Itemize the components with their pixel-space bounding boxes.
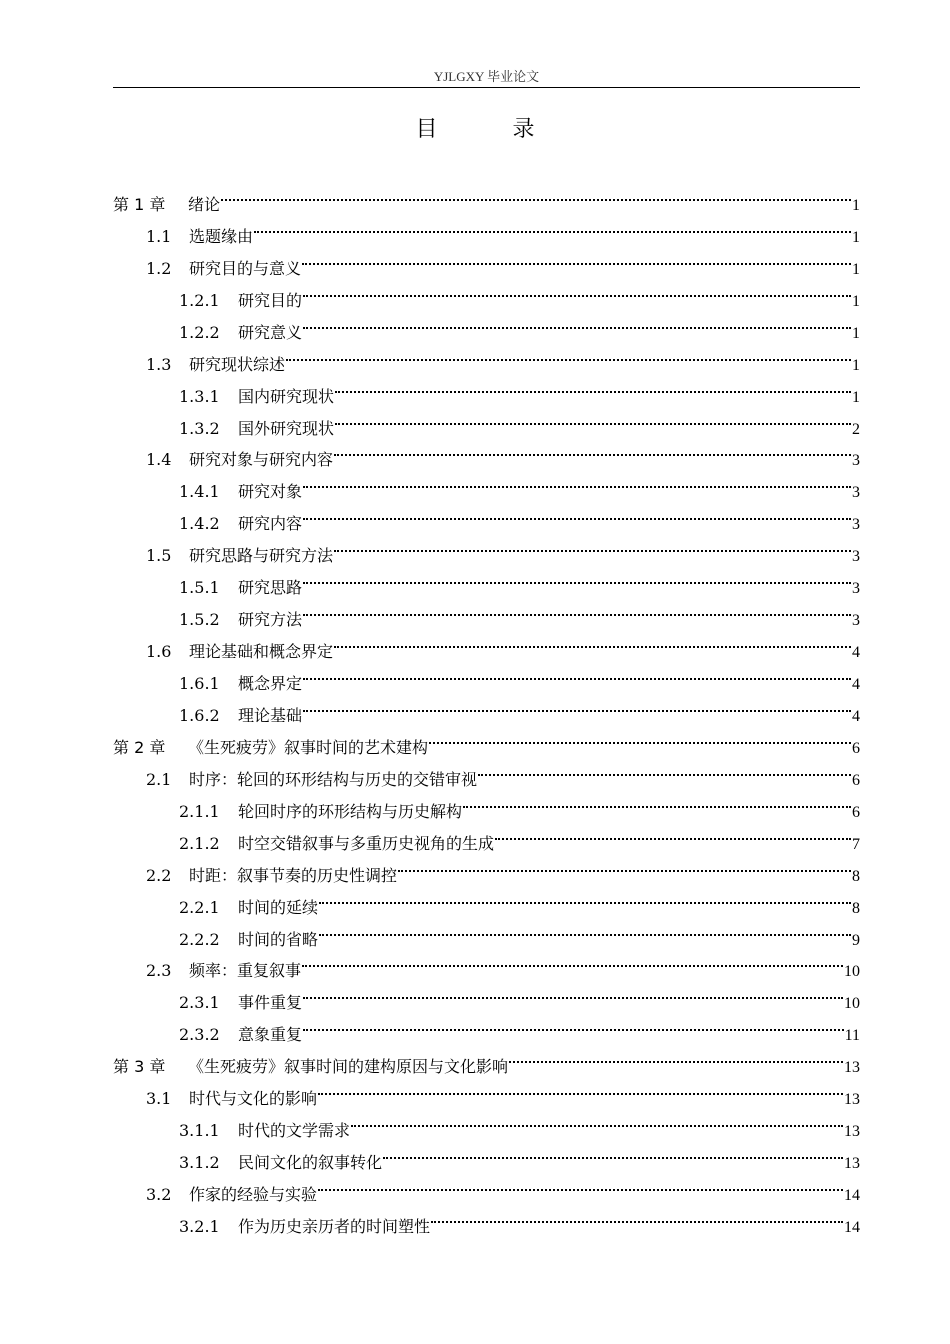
toc-leader-dots bbox=[509, 1040, 843, 1072]
table-of-contents bbox=[113, 178, 860, 1236]
toc-leader-dots bbox=[303, 689, 851, 721]
toc-leader-dots bbox=[303, 593, 851, 625]
toc-entry-title: 《生死疲劳》叙事时间的艺术建构 bbox=[188, 737, 429, 757]
toc-entry-page: 4 bbox=[852, 707, 860, 725]
toc-leader-dots bbox=[303, 976, 843, 1008]
toc-entry-title: 时空交错叙事与多重历史视角的生成 bbox=[238, 833, 495, 853]
toc-leader-dots bbox=[335, 370, 851, 402]
toc-entry-page: 1 bbox=[852, 388, 860, 406]
toc-leader-dots bbox=[495, 817, 851, 849]
toc-entry-page: 1 bbox=[852, 260, 860, 278]
toc-entry-title: 研究内容 bbox=[238, 514, 303, 534]
toc-entry-number: 2.2.1 bbox=[179, 897, 220, 917]
toc-entry[interactable] bbox=[113, 210, 860, 246]
toc-entry-number: 3.1 bbox=[146, 1089, 172, 1109]
toc-entry-number: 1.5.2 bbox=[179, 610, 220, 630]
toc-entry-number: 2.3.2 bbox=[179, 1025, 220, 1045]
toc-leader-dots bbox=[254, 210, 851, 242]
toc-entry-title: 事件重复 bbox=[238, 993, 303, 1013]
toc-entry-number: 1.4.1 bbox=[179, 482, 220, 502]
toc-entry-page: 10 bbox=[844, 995, 860, 1013]
toc-leader-dots bbox=[334, 529, 851, 561]
toc-entry-number: 1.4.2 bbox=[179, 514, 220, 534]
toc-entry-page: 4 bbox=[852, 676, 860, 693]
toc-entry-title: 时代与文化的影响 bbox=[189, 1089, 318, 1109]
toc-entry-number: 1.6.1 bbox=[179, 674, 220, 693]
toc-entry-title: 轮回时序的环形结构与历史解构 bbox=[238, 801, 463, 821]
toc-entry-title: 理论基础 bbox=[238, 705, 303, 725]
toc-leader-dots bbox=[286, 338, 851, 370]
toc-entry-number: 2.3.1 bbox=[179, 993, 220, 1013]
toc-leader-dots bbox=[351, 1104, 843, 1136]
toc-entry-number: 第 3 章 bbox=[113, 1057, 166, 1077]
toc-entry-title: 研究思路与研究方法 bbox=[189, 546, 334, 566]
toc-entry-number: 1.2 bbox=[146, 258, 172, 278]
toc-entry-title: 研究思路 bbox=[238, 578, 303, 598]
toc-leader-dots bbox=[303, 657, 851, 689]
toc-leader-dots bbox=[303, 1008, 844, 1040]
toc-entry-title: 时间的省略 bbox=[238, 929, 319, 949]
toc-entry-page: 13 bbox=[844, 1059, 860, 1077]
toc-entry-title: 频率：重复叙事 bbox=[189, 961, 302, 981]
toc-leader-dots bbox=[302, 242, 851, 274]
toc-entry-number: 1.5 bbox=[146, 546, 172, 566]
toc-leader-dots bbox=[319, 913, 851, 945]
toc-entry-number: 3.2 bbox=[146, 1185, 172, 1204]
toc-leader-dots bbox=[334, 625, 851, 657]
toc-entry-page: 6 bbox=[852, 803, 860, 821]
toc-entry-title: 时距：叙事节奏的历史性调控 bbox=[189, 865, 398, 885]
toc-entry-number: 1.4 bbox=[146, 450, 172, 470]
toc-leader-dots bbox=[303, 465, 851, 497]
toc-entry-title: 理论基础和概念界定 bbox=[189, 642, 334, 662]
toc-entry-number: 1.3.2 bbox=[179, 418, 220, 438]
toc-entry-page: 1 bbox=[852, 196, 860, 214]
toc-entry-title: 民间文化的叙事转化 bbox=[238, 1153, 383, 1173]
toc-entry-title: 作为历史亲历者的时间塑性 bbox=[238, 1216, 431, 1236]
toc-entry-number: 2.1.1 bbox=[179, 801, 220, 821]
toc-entry-number: 1.6 bbox=[146, 642, 172, 662]
toc-entry-title: 研究目的 bbox=[238, 290, 303, 310]
toc-leader-dots bbox=[478, 753, 851, 785]
toc-entry-number: 3.2.1 bbox=[179, 1216, 220, 1236]
toc-entry-page: 6 bbox=[852, 771, 860, 789]
toc-entry-title: 国外研究现状 bbox=[238, 418, 335, 438]
toc-leader-dots bbox=[319, 881, 851, 913]
toc-entry-number: 1.6.2 bbox=[179, 705, 220, 725]
toc-entry-number: 2.1 bbox=[146, 769, 172, 789]
toc-entry-title: 《生死疲劳》叙事时间的建构原因与文化影响 bbox=[188, 1057, 509, 1077]
toc-entry-page: 13 bbox=[844, 1123, 860, 1141]
toc-leader-dots bbox=[303, 306, 851, 338]
toc-entry-page: 14 bbox=[844, 1187, 860, 1204]
toc-entry-number: 1.2.2 bbox=[179, 322, 220, 342]
toc-entry-page: 3 bbox=[852, 580, 860, 598]
toc-entry-page: 11 bbox=[844, 1027, 860, 1045]
toc-leader-dots bbox=[335, 402, 851, 434]
toc-entry-page: 3 bbox=[852, 516, 860, 534]
page-header: YJLGXY 毕业论文 bbox=[113, 67, 860, 88]
toc-entry-number: 2.2.2 bbox=[179, 929, 220, 949]
toc-leader-dots bbox=[431, 1200, 843, 1232]
toc-entry-title: 时代的文学需求 bbox=[238, 1121, 351, 1141]
toc-leader-dots bbox=[318, 1168, 843, 1200]
toc-entry-page: 8 bbox=[852, 867, 860, 885]
toc-entry-page: 3 bbox=[852, 612, 860, 630]
toc-entry-number: 1.2.1 bbox=[179, 290, 220, 310]
toc-entry-page: 10 bbox=[844, 963, 860, 981]
toc-entry-number: 2.3 bbox=[146, 961, 172, 981]
toc-entry-page: 13 bbox=[844, 1155, 860, 1173]
toc-leader-dots bbox=[318, 1072, 843, 1104]
toc-leader-dots bbox=[302, 945, 843, 977]
toc-entry-title: 研究对象 bbox=[238, 482, 303, 502]
toc-entry-number: 第 1 章 bbox=[113, 194, 166, 214]
toc-entry-page: 9 bbox=[852, 931, 860, 949]
toc-leader-dots bbox=[221, 178, 851, 210]
toc-entry-title: 选题缘由 bbox=[189, 226, 254, 246]
toc-leader-dots bbox=[383, 1136, 843, 1168]
toc-entry-page: 4 bbox=[852, 644, 860, 662]
toc-entry-page: 2 bbox=[852, 420, 860, 438]
toc-entry-title: 时间的延续 bbox=[238, 897, 319, 917]
toc-entry-number: 3.1.2 bbox=[179, 1153, 220, 1173]
toc-entry-title: 研究现状综述 bbox=[189, 354, 286, 374]
toc-leader-dots bbox=[303, 561, 851, 593]
toc-entry-number: 1.1 bbox=[146, 226, 172, 246]
toc-leader-dots bbox=[429, 721, 851, 753]
toc-entry-number: 1.5.1 bbox=[179, 578, 220, 598]
toc-entry-title: 研究方法 bbox=[238, 610, 303, 630]
toc-entry-title: 意象重复 bbox=[238, 1025, 303, 1045]
toc-entry-page: 3 bbox=[852, 484, 860, 502]
toc-entry-title: 概念界定 bbox=[238, 674, 303, 693]
toc-entry-page: 1 bbox=[852, 356, 860, 374]
toc-entry-number: 2.1.2 bbox=[179, 833, 220, 853]
toc-title: 目 录 bbox=[415, 117, 569, 142]
toc-entry-title: 时序：轮回的环形结构与历史的交错审视 bbox=[189, 769, 478, 789]
toc-entry-page: 3 bbox=[852, 452, 860, 470]
toc-entry-page: 1 bbox=[852, 292, 860, 310]
toc-entry-page: 1 bbox=[852, 324, 860, 342]
toc-entry-title: 研究目的与意义 bbox=[189, 258, 302, 278]
toc-entry-number: 第 2 章 bbox=[113, 737, 166, 757]
toc-entry-number: 1.3.1 bbox=[179, 386, 220, 406]
toc-entry-title: 绪论 bbox=[188, 194, 221, 214]
toc-entry-page: 13 bbox=[844, 1091, 860, 1109]
toc-entry-title: 研究意义 bbox=[238, 322, 303, 342]
toc-leader-dots bbox=[463, 785, 851, 817]
toc-entry-number: 1.3 bbox=[146, 354, 172, 374]
toc-leader-dots bbox=[303, 274, 851, 306]
toc-entry-page: 6 bbox=[852, 739, 860, 757]
toc-entry-title: 研究对象与研究内容 bbox=[189, 450, 334, 470]
toc-entry-title: 国内研究现状 bbox=[238, 386, 335, 406]
toc-leader-dots bbox=[398, 849, 851, 881]
toc-leader-dots bbox=[334, 434, 851, 466]
toc-entry-number: 3.1.1 bbox=[179, 1121, 220, 1141]
toc-entry-page: 1 bbox=[852, 228, 860, 246]
toc-entry-page: 7 bbox=[852, 835, 860, 853]
toc-entry-number: 2.2 bbox=[146, 865, 172, 885]
toc-entry[interactable] bbox=[113, 178, 860, 214]
toc-entry-page: 3 bbox=[852, 548, 860, 566]
toc-entry-page: 14 bbox=[844, 1218, 860, 1236]
toc-entry-page: 8 bbox=[852, 899, 860, 917]
toc-leader-dots bbox=[303, 497, 851, 529]
toc-entry-title: 作家的经验与实验 bbox=[189, 1185, 318, 1204]
